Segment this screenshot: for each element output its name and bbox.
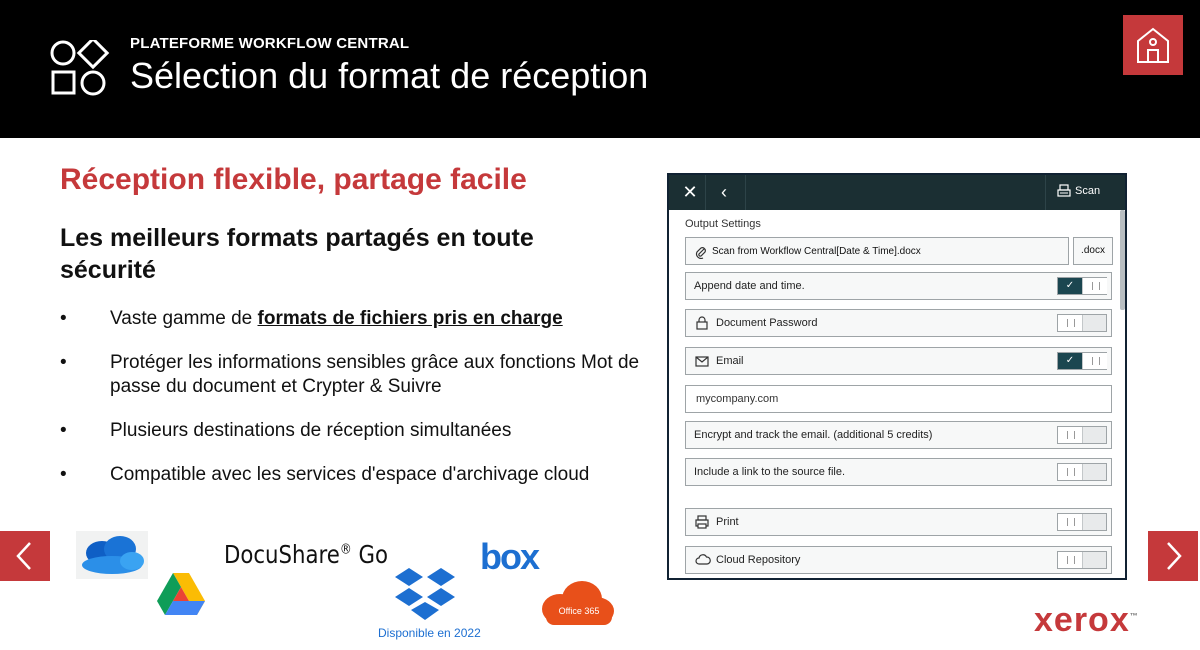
- append-date-row[interactable]: [685, 272, 1112, 300]
- supported-formats-link[interactable]: formats de fichiers pris en charge: [257, 308, 563, 329]
- email-toggle[interactable]: [1057, 352, 1107, 370]
- header-bar: [0, 0, 1200, 138]
- file-name-field[interactable]: [685, 237, 1069, 265]
- previous-slide-button[interactable]: [0, 531, 50, 581]
- encrypt-track-toggle[interactable]: [1057, 426, 1107, 444]
- xerox-wordmark: xerox: [1034, 601, 1130, 639]
- section-subheading: Réception flexible, partage facile: [60, 163, 527, 196]
- toolbar-divider: [745, 175, 746, 210]
- cloud-repository-toggle[interactable]: [1057, 551, 1107, 569]
- bullet-marker: •: [60, 308, 67, 329]
- bullet-marker: •: [60, 352, 67, 373]
- print-toggle[interactable]: [1057, 513, 1107, 531]
- print-label: Print: [716, 516, 739, 528]
- cloud-icon: [695, 553, 711, 567]
- encrypt-track-label: Encrypt and track the email. (additional 5 credits): [694, 429, 933, 441]
- list-item: [60, 463, 640, 487]
- document-password-toggle[interactable]: [1057, 314, 1107, 332]
- device-settings-body: [669, 210, 1125, 580]
- lead-text: Les meilleurs formats partagés en toute sécurité: [60, 224, 534, 284]
- device-toolbar: [669, 175, 1125, 210]
- docushare-suffix: Go: [351, 540, 388, 569]
- lock-icon: [695, 316, 709, 330]
- dropbox-logo-icon: [393, 566, 457, 624]
- google-drive-logo-icon: [155, 571, 207, 617]
- paperclip-icon: [695, 245, 707, 259]
- encrypt-track-row[interactable]: [685, 421, 1112, 449]
- scan-button[interactable]: Scan: [1075, 185, 1101, 197]
- check-icon: ✓: [1058, 353, 1082, 369]
- onedrive-logo-icon: [76, 531, 148, 579]
- dropbox-availability-caption: Disponible en 2022: [378, 626, 481, 640]
- chevron-right-icon: [1160, 541, 1186, 571]
- toolbar-divider: [705, 175, 706, 210]
- email-label: Email: [716, 355, 744, 367]
- append-date-toggle[interactable]: [1057, 277, 1107, 295]
- append-date-label: Append date and time.: [694, 280, 805, 292]
- source-link-label: Include a link to the source file.: [694, 466, 846, 478]
- back-icon[interactable]: ‹: [721, 182, 727, 202]
- bullet-text: Protéger les informations sensibles grâce aux fonctions Mot de passe du document et Crypter & Suivre: [110, 352, 640, 397]
- office365-logo-icon: [538, 579, 616, 627]
- email-domain-input[interactable]: [685, 385, 1112, 413]
- bullet-text: Plusieurs destinations de réception simultanées: [110, 420, 512, 441]
- list-item: [60, 351, 640, 399]
- toolbar-divider: [1045, 175, 1046, 210]
- print-row[interactable]: [685, 508, 1112, 536]
- scrollbar[interactable]: [1120, 210, 1125, 310]
- list-item: [60, 419, 640, 443]
- trademark: ™: [1129, 611, 1139, 621]
- envelope-icon: [695, 354, 709, 368]
- source-link-toggle[interactable]: [1057, 463, 1107, 481]
- docushare-go-logo: [224, 540, 388, 569]
- cloud-repository-row[interactable]: [685, 546, 1112, 574]
- device-scan-panel: [667, 173, 1127, 580]
- file-name-value: Scan from Workflow Central[Date & Time].docx: [712, 246, 921, 257]
- bullet-text: Compatible avec les services d'espace d'archivage cloud: [110, 464, 590, 485]
- check-icon: ✓: [1058, 278, 1082, 294]
- workflow-shapes-icon: [50, 40, 110, 96]
- home-icon: [1135, 25, 1171, 65]
- xerox-logo: [1034, 601, 1139, 640]
- document-password-row[interactable]: [685, 309, 1112, 337]
- office365-label: Office 365: [558, 606, 600, 616]
- document-password-label: Document Password: [716, 317, 818, 329]
- bullet-marker: •: [60, 420, 67, 441]
- header-eyebrow: PLATEFORME WORKFLOW CENTRAL: [130, 35, 410, 52]
- page-title: Sélection du format de réception: [130, 55, 649, 96]
- home-button[interactable]: [1123, 15, 1183, 75]
- output-settings-label: Output Settings: [685, 218, 761, 230]
- feature-list: [60, 307, 640, 507]
- close-icon[interactable]: ✕: [682, 182, 698, 202]
- cloud-repository-label: Cloud Repository: [716, 554, 801, 566]
- box-logo: box: [480, 536, 539, 577]
- list-item: [60, 307, 640, 331]
- registered-mark: ®: [339, 541, 352, 558]
- source-link-row[interactable]: [685, 458, 1112, 486]
- bullet-marker: •: [60, 464, 67, 485]
- next-slide-button[interactable]: [1148, 531, 1198, 581]
- bullet-text: Vaste gamme de: [110, 308, 258, 329]
- docushare-name: DocuShare: [224, 540, 340, 569]
- email-domain-value: mycompany.com: [696, 393, 779, 405]
- file-format-button[interactable]: .docx: [1073, 237, 1113, 265]
- scanner-icon[interactable]: [1057, 184, 1071, 198]
- printer-icon: [695, 515, 709, 529]
- email-row[interactable]: [685, 347, 1112, 375]
- chevron-left-icon: [12, 541, 38, 571]
